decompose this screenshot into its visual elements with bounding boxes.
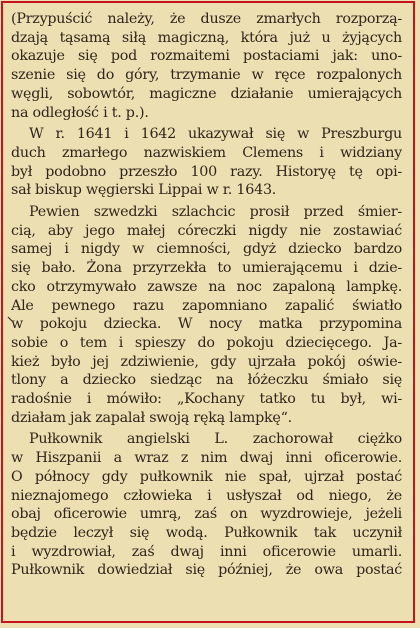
text-line: sał biskup węgierski Lippai w r. 1643. bbox=[11, 182, 277, 199]
text-line: okazuje się pod rozmaitemi postaciami jak: uno- bbox=[11, 48, 402, 65]
text-line: Pewien szwedzki szlachcic prosił przed śmier- bbox=[29, 204, 402, 221]
page-text bbox=[11, 10, 402, 580]
text-line: na odległość i t. p.). bbox=[11, 104, 149, 121]
text-line: działam jak zapalał swoją ręką lampkę“. bbox=[11, 409, 292, 426]
text-line: nieznajomego człowieka i usłyszał od niego, że bbox=[11, 487, 402, 504]
text-line: szenie się do góry, trzymanie w ręce rozpalonych bbox=[11, 67, 402, 84]
text-line: W r. 1641 i 1642 ukazywał się w Preszburgu bbox=[29, 126, 402, 143]
text-line: będzie leczył się wodą. Pułkownik tak uczynił bbox=[11, 524, 402, 541]
text-line: obaj oficerowie umrą, zaś on wyzdrowieje, jeżeli bbox=[11, 506, 402, 523]
text-line: Ale pewnego razu zapomniano zapalić światło bbox=[11, 297, 402, 314]
text-line: i wyzdrowiał, zaś dwaj inni oficerowie umarli. bbox=[11, 543, 402, 560]
text-line: dzają tąsamą siłą magiczną, która już u żyjących bbox=[11, 29, 402, 46]
text-line: był podobno przeszło 100 razy. Historyę tę opi- bbox=[11, 163, 402, 180]
text-line: duch zmarłego nazwiskiem Clemens i widziany bbox=[11, 144, 402, 161]
text-line: Pułkownik angielski L. zachorował ciężko bbox=[29, 431, 402, 448]
text-line: węgli, sobowtór, magiczne działanie umierających bbox=[11, 85, 402, 102]
paragraph-3 bbox=[11, 203, 402, 427]
text-line: cko otrzymywało zawsze na noc zapaloną lampkę. bbox=[11, 278, 402, 295]
text-line: (Przypuścić należy, że dusze zmarłych rozporzą- bbox=[11, 11, 402, 27]
text-line: kież było jej zdziwienie, gdy ujrzała pokój oświe- bbox=[11, 353, 402, 370]
text-line: tlony a dziecko siedząc na łóżeczku śmiało się bbox=[11, 372, 402, 389]
text-line: radośnie i mówiło: „Kochany tatko tu był, wi- bbox=[11, 391, 402, 408]
paragraph-4 bbox=[11, 430, 402, 580]
text-line: w pokoju dziecka. W nocy matka przypomina bbox=[11, 316, 402, 333]
text-line: się bało. Żona przyrzekła to umierającemu i dzie- bbox=[11, 260, 402, 277]
paragraph-1 bbox=[11, 10, 402, 122]
text-line: O północy gdy pułkownik nie spał, ujrzał postać bbox=[11, 468, 402, 485]
text-line: w Hiszpanii a wraz z nim dwaj inni oficerowie. bbox=[11, 450, 402, 467]
paragraph-2 bbox=[11, 125, 402, 200]
margin-mark-icon bbox=[7, 316, 13, 322]
text-line: samej i nigdy w ciemności, gdyż dziecko bardzo bbox=[11, 241, 402, 258]
text-line: cią, aby jego małej córeczki nigdy nie zostawiać bbox=[11, 222, 402, 239]
text-line: sobie o tem i spieszy do pokoju dziecięcego. Ja- bbox=[11, 334, 402, 351]
text-line: Pułkownik dowiedział się później, że owa postać bbox=[11, 562, 402, 579]
